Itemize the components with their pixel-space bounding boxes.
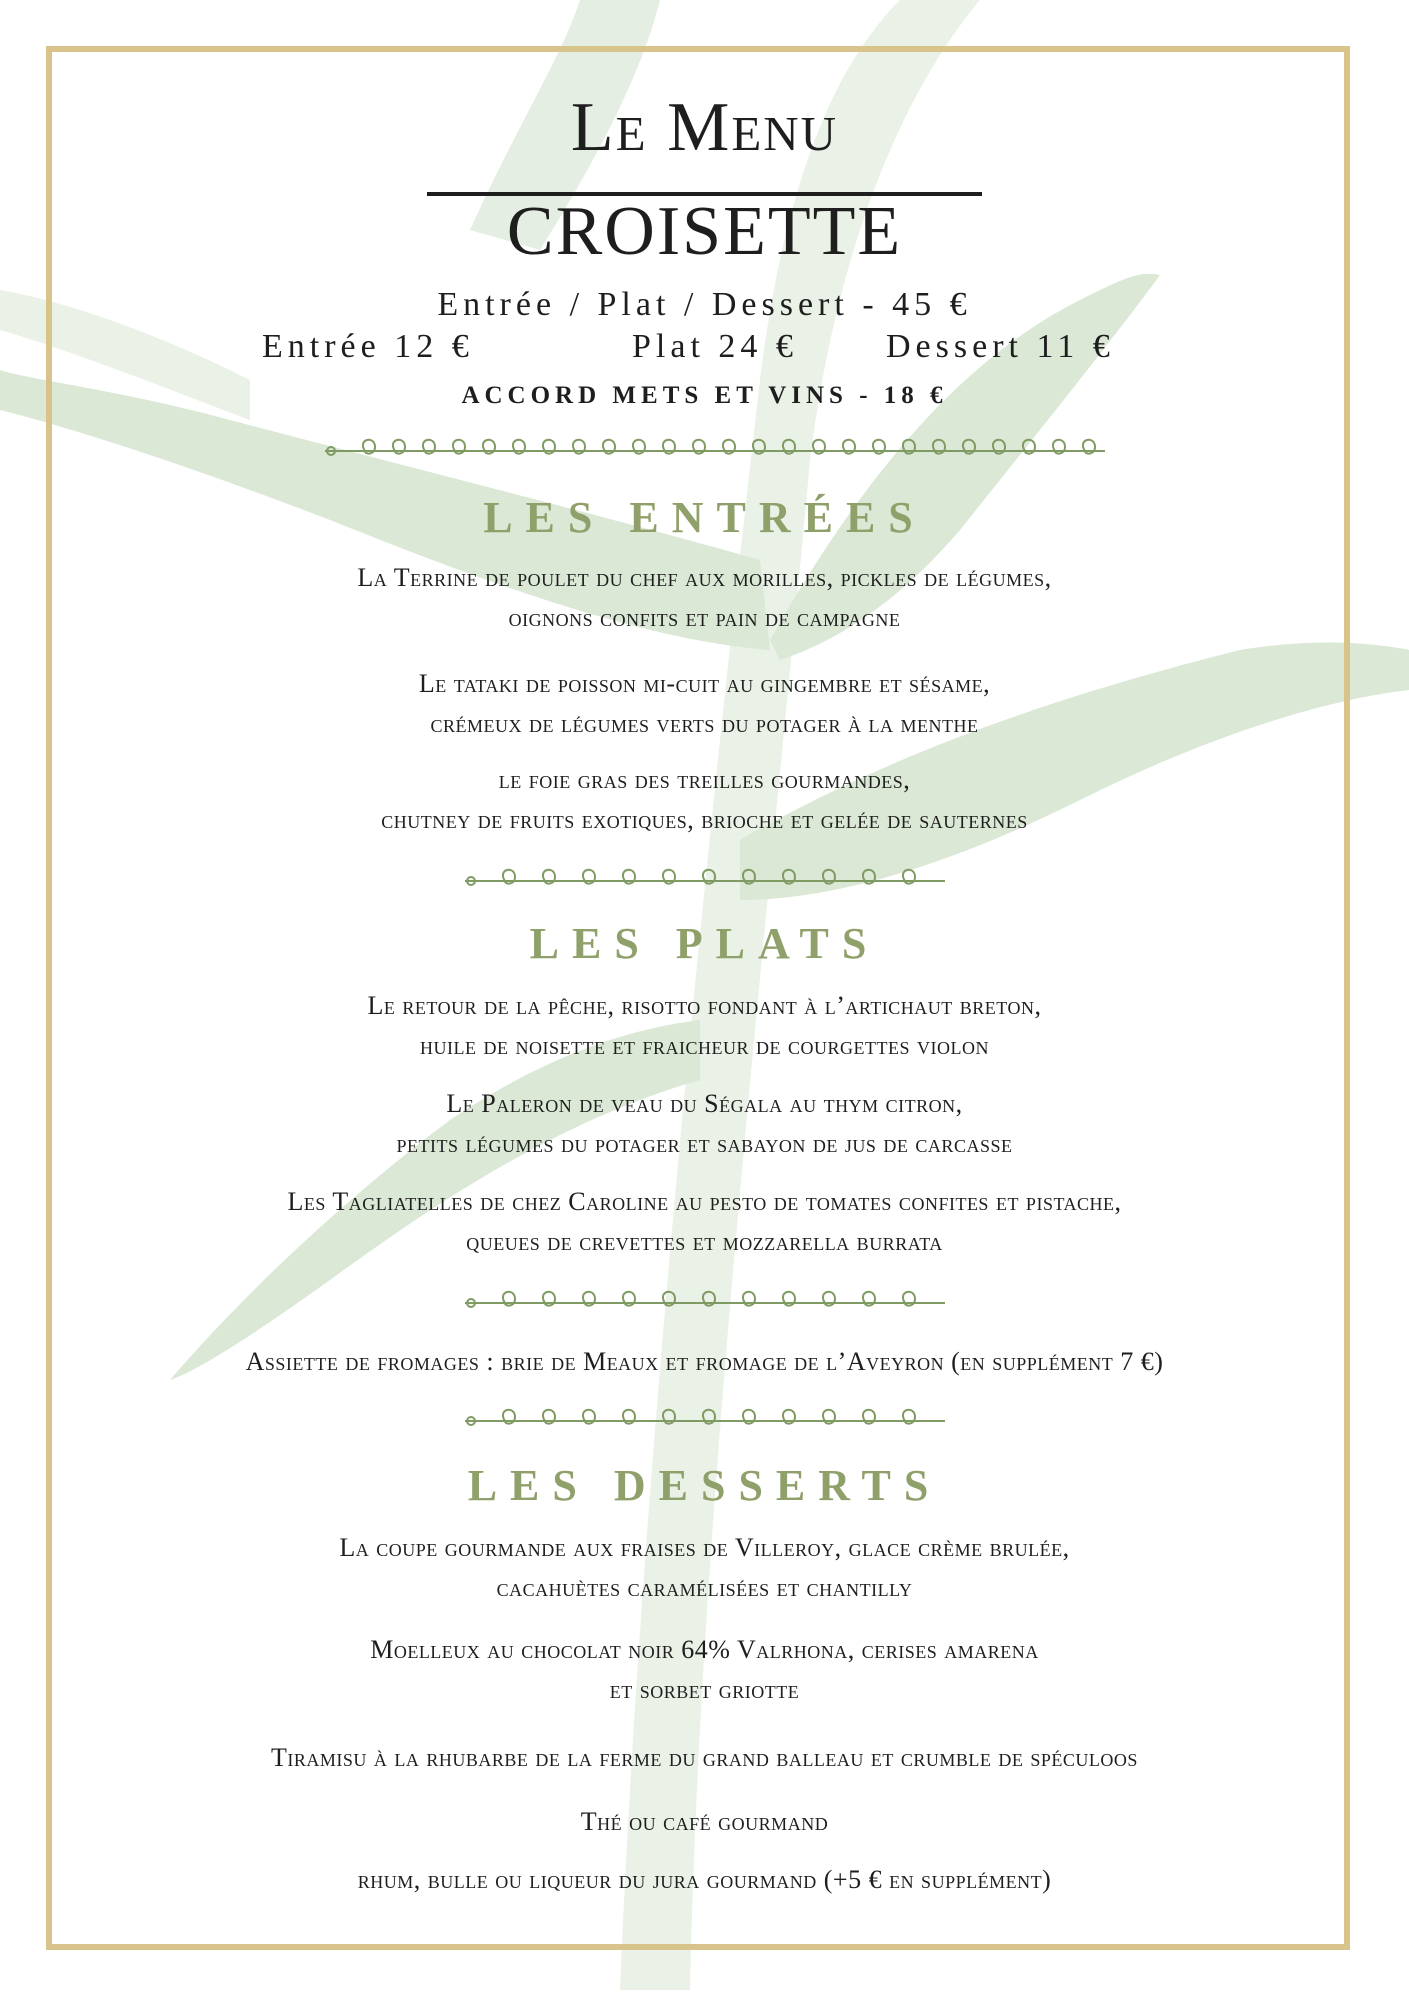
dish-line: petits légumes du potager et sabayon de jus de carcasse (396, 1129, 1013, 1158)
dish-line: cacahuètes caramélisées et chantilly (496, 1573, 913, 1602)
menu-subtitle: CROISETTE (506, 193, 903, 270)
price-entree: Entrée 12 € (262, 328, 474, 365)
dish-line: Thé ou café gourmand (580, 1807, 829, 1836)
dish-line: rhum, bulle ou liqueur du jura gourmand (+5 € en supplément) (357, 1865, 1052, 1894)
dish-line: Le tataki de poisson mi-cuit au gingembre et sésame, (418, 669, 991, 698)
dish-line: Le retour de la pêche, risotto fondant à l’artichaut breton, (367, 991, 1042, 1020)
price-plat: Plat 24 € (632, 328, 798, 365)
cheese-plate-line: Assiette de fromages : brie de Meaux et fromage de l’Aveyron (en supplément 7 €) (245, 1347, 1164, 1376)
wine-pairing-price: ACCORD METS ET VINS - 18 € (461, 382, 948, 409)
vine-divider-icon (465, 1290, 945, 1316)
vine-divider-icon (325, 438, 1105, 464)
dish-line: et sorbet griotte (609, 1675, 800, 1704)
dish-line: huile de noisette et fraicheur de courgettes violon (420, 1031, 989, 1060)
section-title-desserts: LES DESSERTS (467, 1461, 942, 1510)
dish-plat-2 (0, 1084, 1409, 1164)
dish-line: La coupe gourmande aux fraises de Villeroy, glace crème brulée, (339, 1533, 1070, 1562)
dish-entree-1 (0, 558, 1409, 638)
dish-dessert-4 (0, 1802, 1409, 1842)
dish-dessert-2 (0, 1630, 1409, 1710)
dish-line: crémeux de légumes verts du potager à la menthe (430, 709, 979, 738)
dish-line: Moelleux au chocolat noir 64% Valrhona, cerises amarena (370, 1635, 1039, 1664)
dish-line: Les Tagliatelles de chez Caroline au pesto de tomates confites et pistache, (287, 1187, 1122, 1216)
vine-divider-icon (465, 1408, 945, 1434)
formula-price: Entrée / Plat / Dessert - 45 € (437, 286, 972, 323)
dish-dessert-5 (0, 1860, 1409, 1900)
vine-divider-icon (465, 868, 945, 894)
dish-dessert-3 (0, 1738, 1409, 1778)
dish-line: La Terrine de poulet du chef aux morilles, pickles de légumes, (357, 563, 1052, 592)
dish-dessert-1 (0, 1528, 1409, 1608)
dish-line: oignons confits et pain de campagne (508, 603, 901, 632)
dish-line: Tiramisu à la rhubarbe de la ferme du grand balleau et crumble de spéculoos (271, 1743, 1138, 1772)
section-title-entrees: LES ENTRÉES (483, 493, 926, 542)
dish-line: Le Paleron de veau du Ségala au thym citron, (446, 1089, 963, 1118)
dish-plat-3 (0, 1182, 1409, 1262)
section-title-plats: LES PLATS (529, 919, 880, 968)
dish-line: queues de crevettes et mozzarella burrata (466, 1227, 943, 1256)
menu-title: Le Menu (570, 89, 839, 166)
dish-line: chutney de fruits exotiques, brioche et gelée de sauternes (381, 805, 1028, 834)
dish-line: le foie gras des treilles gourmandes, (498, 765, 911, 794)
dish-entree-3 (0, 760, 1409, 840)
price-dessert: Dessert 11 € (886, 328, 1115, 365)
dish-plat-1 (0, 986, 1409, 1066)
dish-entree-2 (0, 664, 1409, 744)
